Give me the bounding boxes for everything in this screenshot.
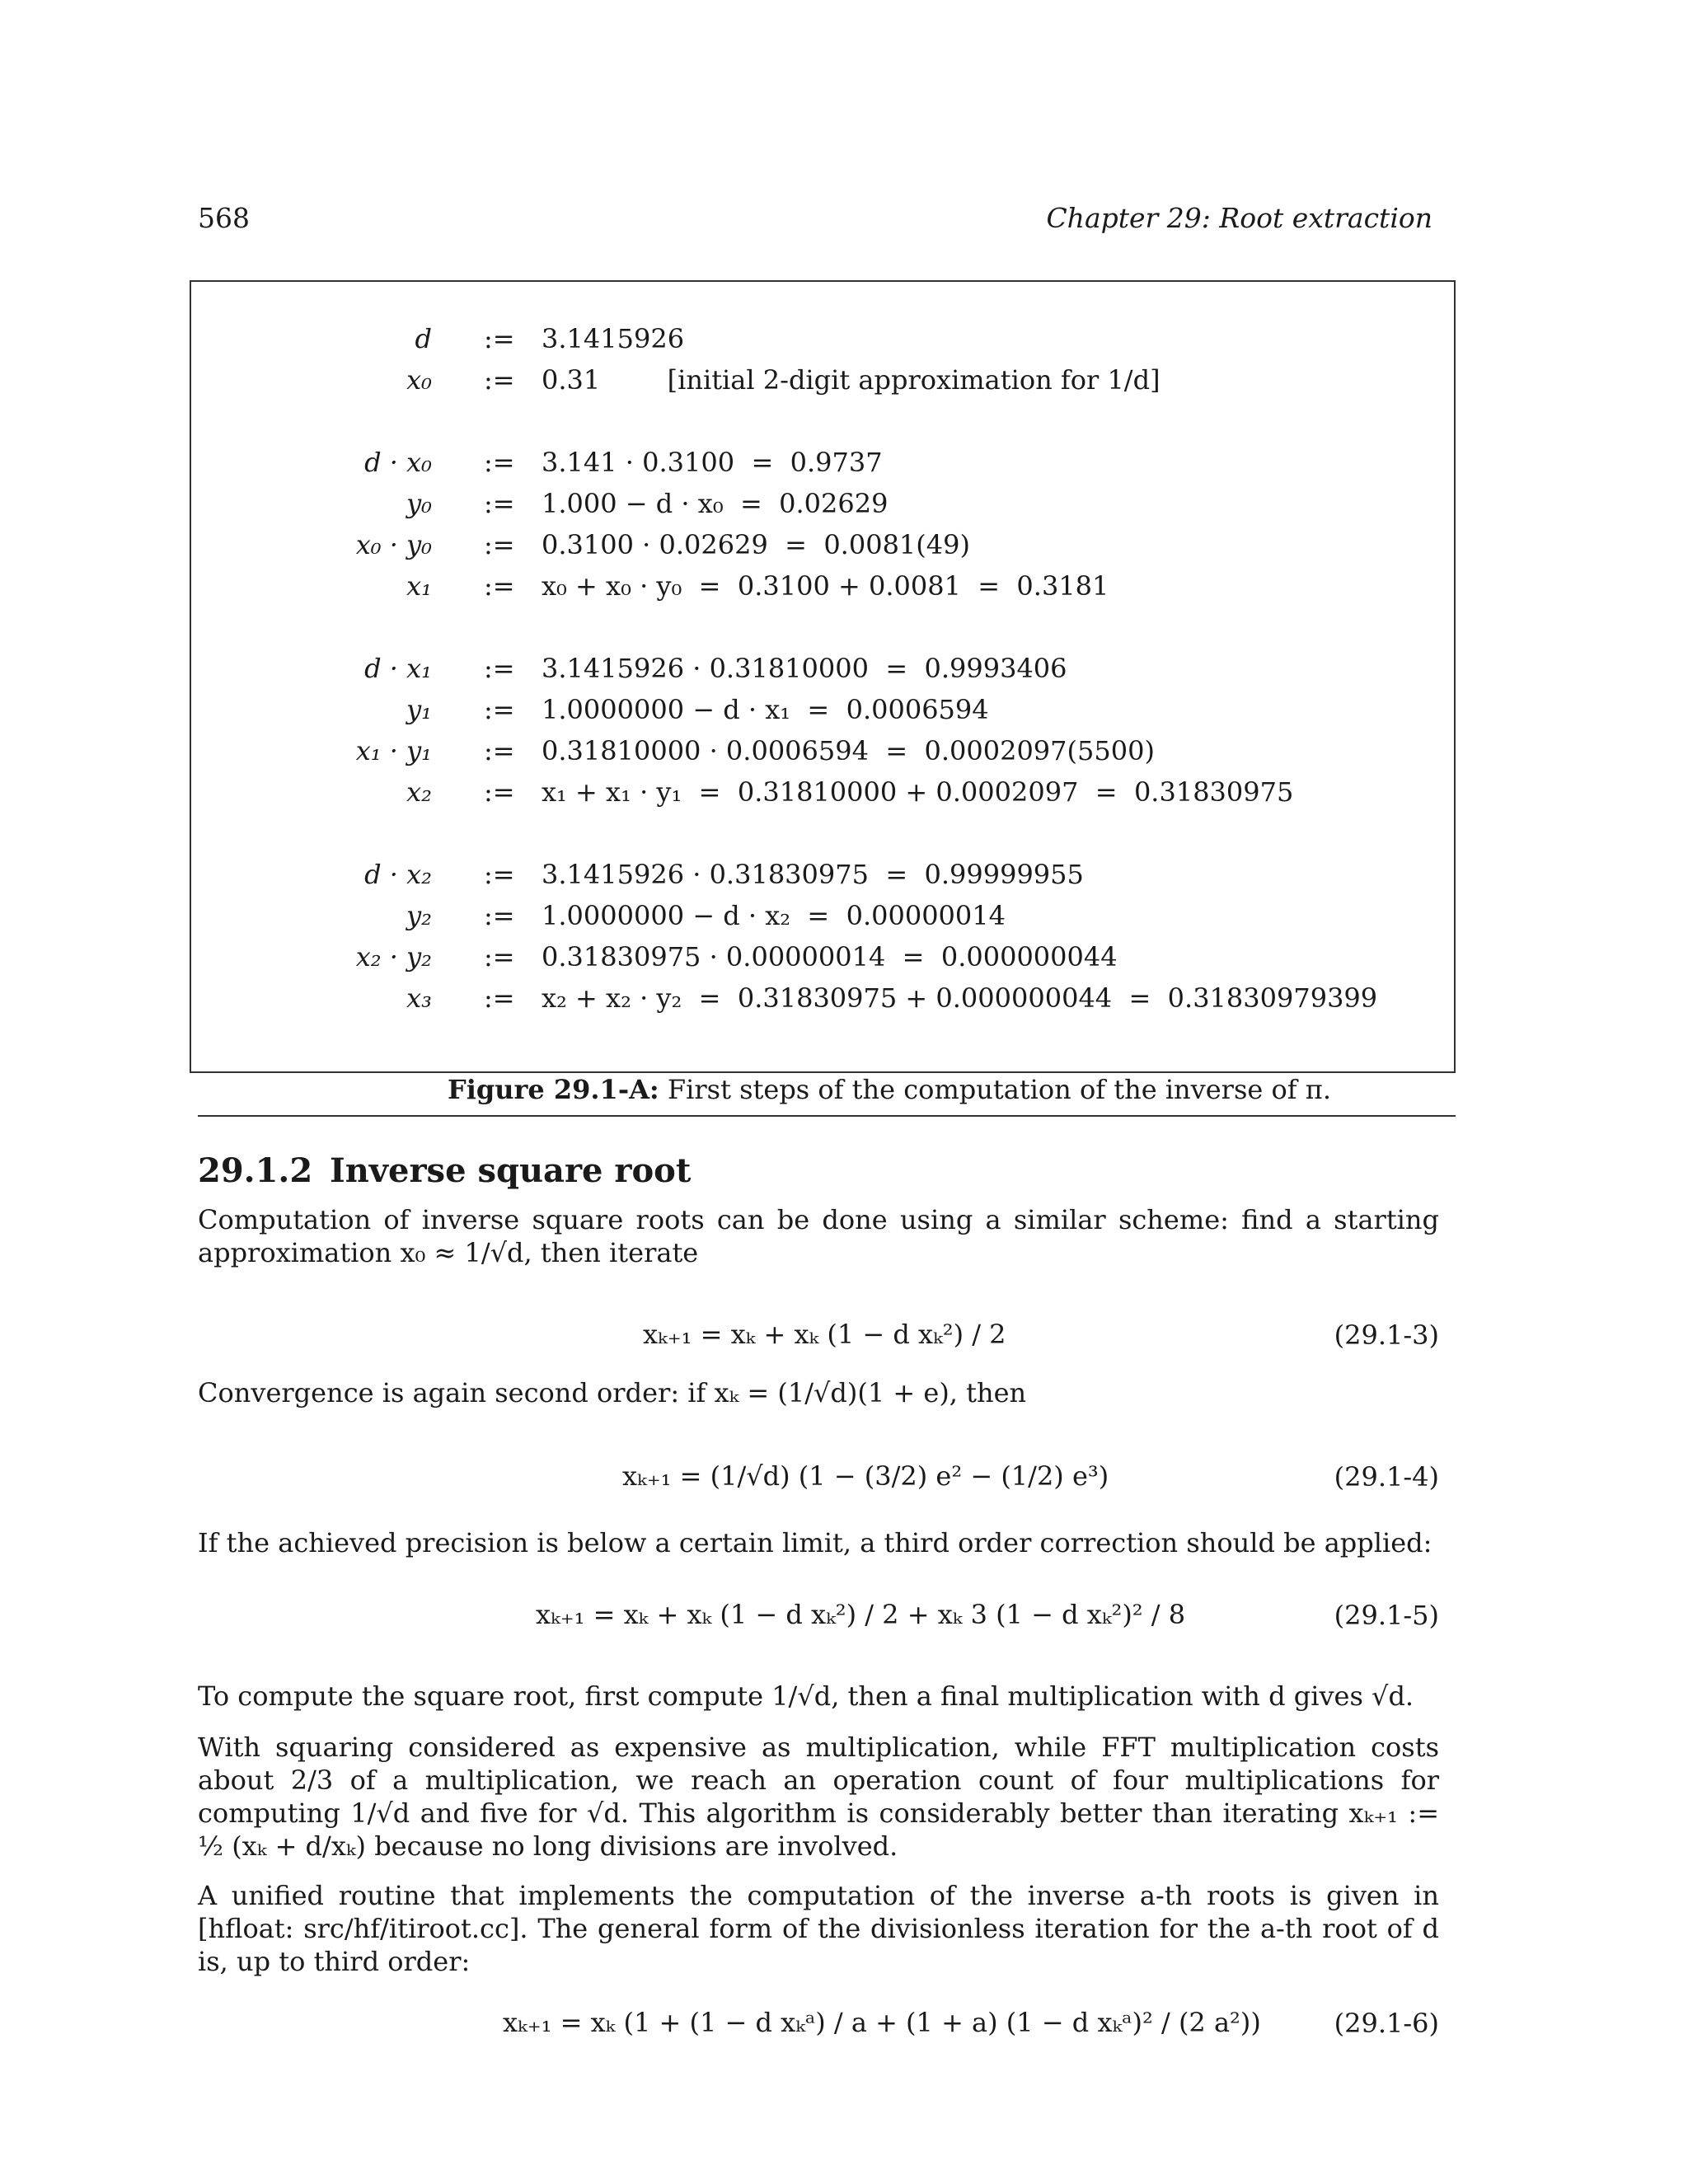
table-row xyxy=(191,447,1454,483)
row-rhs: 1.0000000 − d · x₁ = 0.0006594 xyxy=(542,694,989,725)
row-lhs: x₁ · y₁ xyxy=(355,735,432,766)
table-row xyxy=(191,694,1454,730)
row-assign: := xyxy=(484,941,515,972)
row-lhs: x₁ xyxy=(406,570,432,602)
paragraph-square-root: To compute the square root, first compute 1/√d, then a final multiplication with d gives √d. xyxy=(198,1680,1414,1712)
paragraph-intro: Computation of inverse square roots can be done using a similar scheme: find a starting approximation x₀ ≈ 1/√d, then iterate xyxy=(198,1204,1439,1268)
equation-body: xₖ₊₁ = xₖ + xₖ (1 − d xₖ²) / 2 xyxy=(643,1319,1006,1350)
row-assign: := xyxy=(484,529,515,560)
row-assign: := xyxy=(484,776,515,808)
equation-body: xₖ₊₁ = xₖ + xₖ (1 − d xₖ²) / 2 + xₖ 3 (1 − d xₖ²)² / 8 xyxy=(536,1599,1186,1630)
row-assign: := xyxy=(484,694,515,725)
row-lhs: x₂ xyxy=(406,776,432,808)
section-number: 29.1.2 xyxy=(198,1151,313,1190)
equation-29-1-5 xyxy=(198,1582,1439,1648)
table-row xyxy=(191,364,1454,401)
row-lhs: y₂ xyxy=(406,900,432,931)
equation-body: xₖ₊₁ = (1/√d) (1 − (3/2) e² − (1/2) e³) xyxy=(622,1460,1109,1492)
row-lhs: d · x₂ xyxy=(364,859,432,890)
table-row xyxy=(191,735,1454,771)
paragraph-third-order: If the achieved precision is below a certain limit, a third order correction should be applied: xyxy=(198,1527,1432,1558)
table-row xyxy=(191,488,1454,524)
row-assign: := xyxy=(484,735,515,766)
row-assign: := xyxy=(484,859,515,890)
paragraph-operation-count: With squaring considered as expensive as multiplication, while FFT multiplication costs about 2/3 of a multiplication, we reach an operation count of four multiplications for computing 1/√d and five for √d. This algorithm is considerably better than iterating xₖ₊₁ := ½ (xₖ + d/xₖ) because no long divisions are involved. xyxy=(198,1732,1439,1862)
table-row xyxy=(191,982,1454,1019)
table-row xyxy=(191,529,1454,565)
row-assign: := xyxy=(484,653,515,684)
row-rhs: 0.3100 · 0.02629 = 0.0081(49) xyxy=(542,529,970,560)
row-rhs: 1.000 − d · x₀ = 0.02629 xyxy=(542,488,889,519)
table-row xyxy=(191,900,1454,936)
row-lhs: x₀ xyxy=(406,364,432,396)
section-heading xyxy=(198,1151,691,1190)
row-assign: := xyxy=(484,323,515,354)
equation-number: (29.1-6) xyxy=(1334,2008,1439,2039)
equation-number: (29.1-3) xyxy=(1334,1319,1439,1351)
equation-29-1-3 xyxy=(198,1302,1439,1368)
row-rhs: 0.31830975 · 0.00000014 = 0.000000044 xyxy=(542,941,1118,972)
row-assign: := xyxy=(484,900,515,931)
row-rhs: 0.31810000 · 0.0006594 = 0.0002097(5500) xyxy=(542,735,1155,766)
paragraph-unified-routine: A unified routine that implements the computation of the inverse a-th roots is given in [hfloat: src/hf/itiroot.cc]. The general form of the divisionless iteration for the a-th root of d is, up to third order: xyxy=(198,1880,1439,1977)
equation-29-1-4 xyxy=(198,1444,1439,1510)
page-header xyxy=(198,202,1432,243)
row-lhs: x₃ xyxy=(406,982,432,1014)
table-row xyxy=(191,323,1454,359)
equation-body: xₖ₊₁ = xₖ (1 + (1 − d xₖᵃ) / a + (1 + a) (1 − d xₖᵃ)² / (2 a²)) xyxy=(503,2007,1261,2038)
caption-rule xyxy=(198,1115,1456,1117)
row-rhs: x₀ + x₀ · y₀ = 0.3100 + 0.0081 = 0.3181 xyxy=(542,570,1109,602)
equation-29-1-6 xyxy=(198,1990,1439,2056)
row-lhs: d · x₀ xyxy=(364,447,432,478)
equation-number: (29.1-4) xyxy=(1334,1461,1439,1493)
row-assign: := xyxy=(484,570,515,602)
table-row xyxy=(191,859,1454,895)
row-rhs: x₁ + x₁ · y₁ = 0.31810000 + 0.0002097 = 0.31830975 xyxy=(542,776,1294,808)
row-rhs: 3.1415926 · 0.31810000 = 0.9993406 xyxy=(542,653,1067,684)
row-lhs: y₁ xyxy=(406,694,432,725)
row-assign: := xyxy=(484,364,515,396)
table-row xyxy=(191,570,1454,607)
equation-number: (29.1-5) xyxy=(1334,1600,1439,1631)
row-lhs: d · x₁ xyxy=(364,653,432,684)
row-assign: := xyxy=(484,447,515,478)
figure-caption xyxy=(0,1074,1688,1105)
figure-box xyxy=(190,280,1456,1073)
row-lhs: x₀ · y₀ xyxy=(355,529,432,560)
table-row xyxy=(191,653,1454,689)
caption-label: Figure 29.1-A: xyxy=(448,1074,659,1105)
row-lhs: y₀ xyxy=(406,488,432,519)
row-rhs: 3.141 · 0.3100 = 0.9737 xyxy=(542,447,883,478)
paragraph-convergence: Convergence is again second order: if xₖ = (1/√d)(1 + e), then xyxy=(198,1377,1027,1408)
row-lhs: x₂ · y₂ xyxy=(355,941,432,972)
table-row xyxy=(191,941,1454,977)
row-assign: := xyxy=(484,982,515,1014)
row-rhs: 0.31 [initial 2-digit approximation for 1/d] xyxy=(542,364,1160,396)
table-row xyxy=(191,776,1454,813)
row-rhs: 3.1415926 · 0.31830975 = 0.99999955 xyxy=(542,859,1084,890)
row-lhs: d xyxy=(415,323,432,354)
row-rhs: 1.0000000 − d · x₂ = 0.00000014 xyxy=(542,900,1006,931)
row-rhs: x₂ + x₂ · y₂ = 0.31830975 + 0.000000044 = 0.31830979399 xyxy=(542,982,1378,1014)
page-number: 568 xyxy=(198,202,250,234)
row-assign: := xyxy=(484,488,515,519)
running-title: Chapter 29: Root extraction xyxy=(1046,202,1432,234)
caption-text: First steps of the computation of the inverse of π. xyxy=(667,1074,1331,1105)
row-rhs: 3.1415926 xyxy=(542,323,685,354)
section-title: Inverse square root xyxy=(330,1151,692,1190)
